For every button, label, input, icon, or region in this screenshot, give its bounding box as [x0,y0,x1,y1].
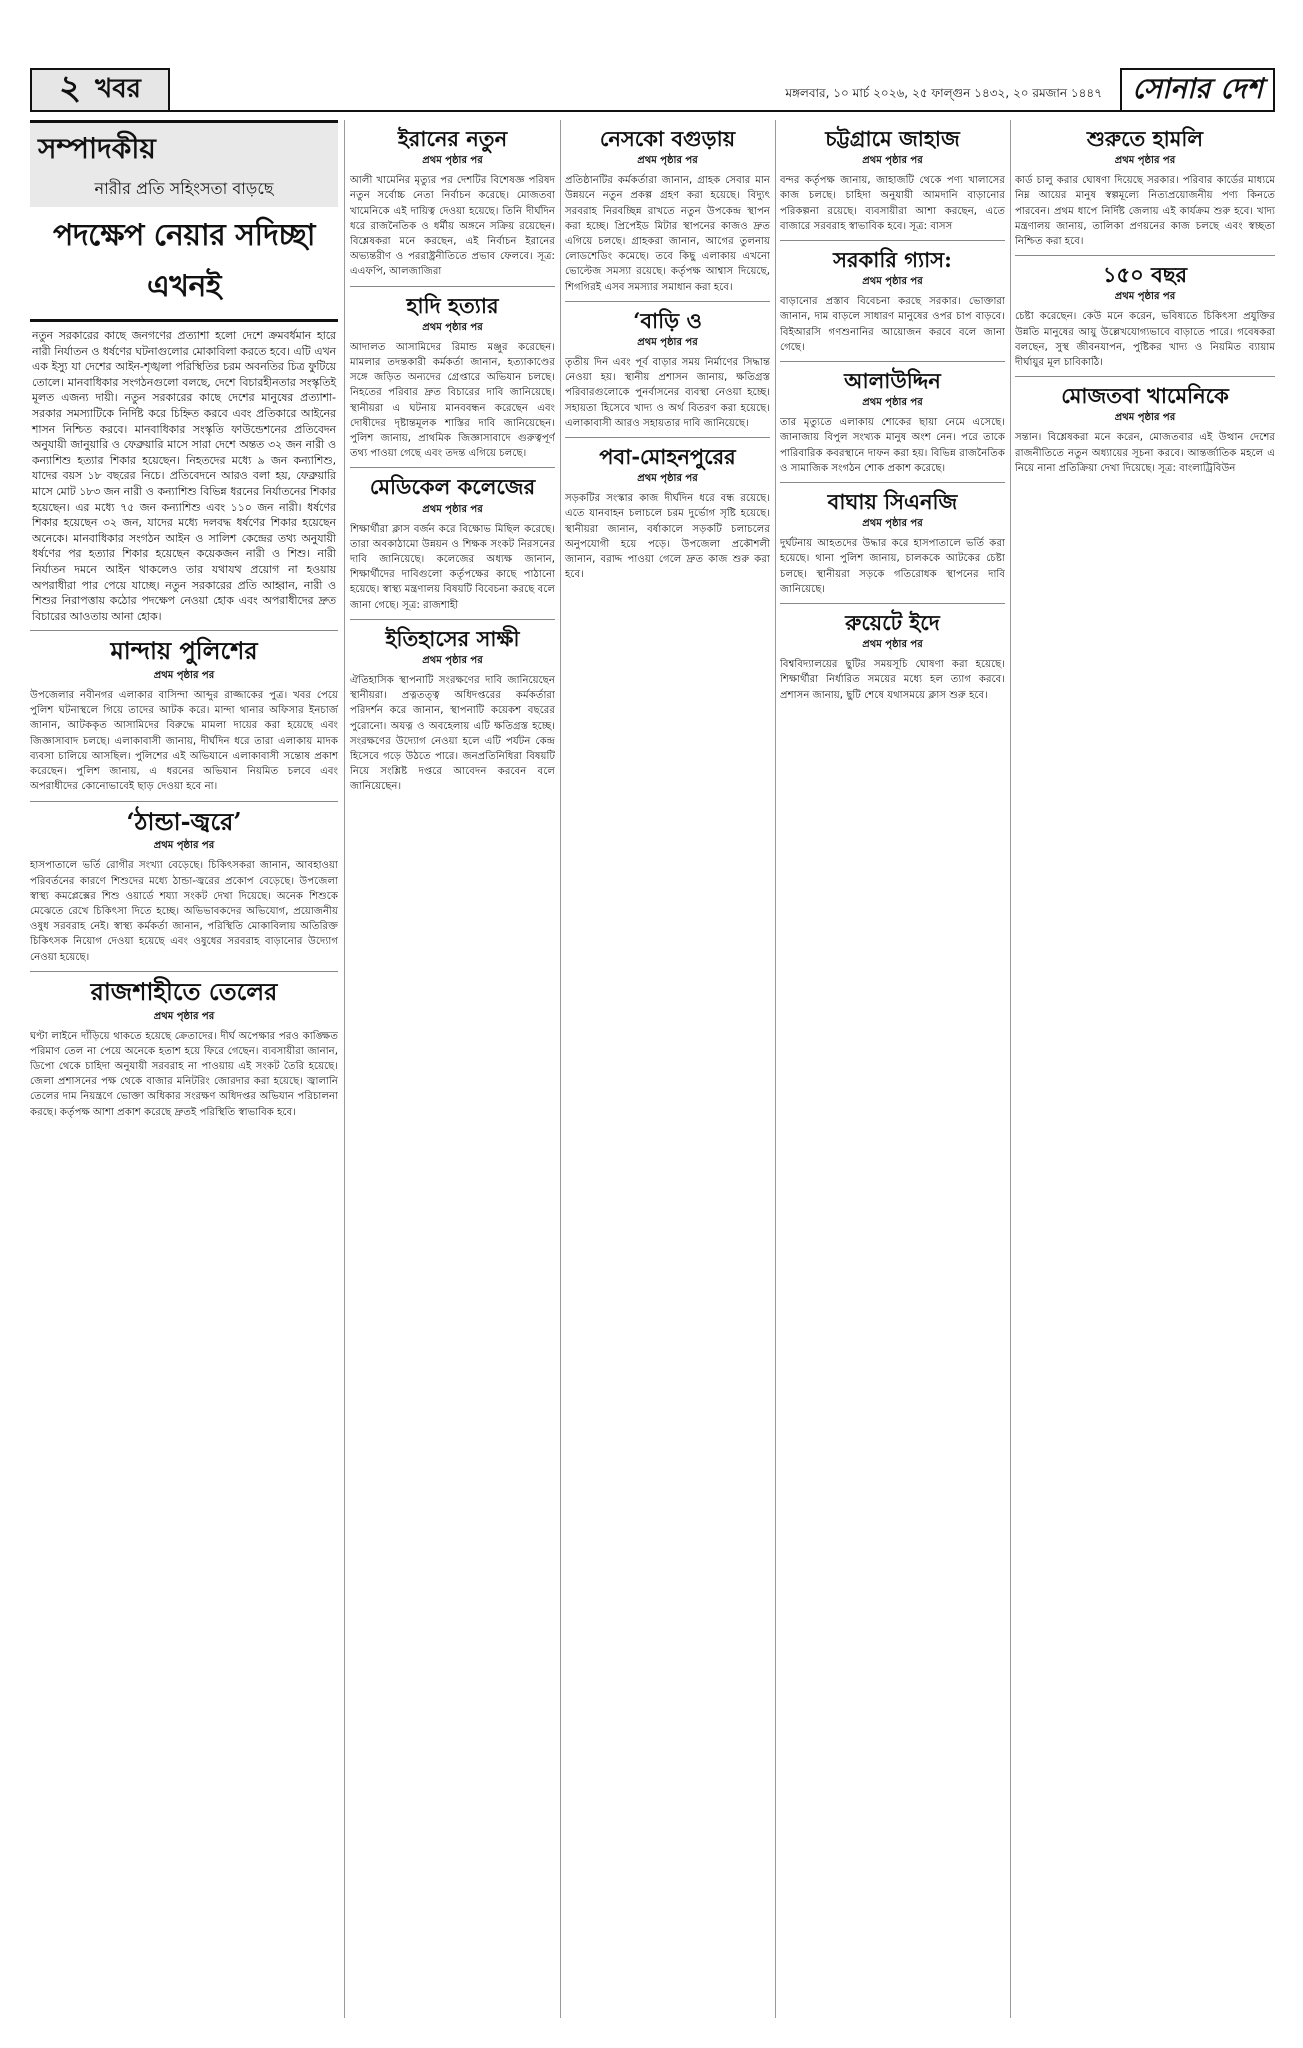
column-divider [344,120,345,2018]
story-kicker: প্রথম পৃষ্ঠার পর [862,639,923,651]
section-rule [30,971,338,972]
news-story [780,610,1005,703]
column-4 [780,120,1005,2018]
story-headline: ১৫০ বছর [1102,262,1188,288]
column-3 [565,120,770,2018]
page-masthead [30,68,1275,112]
news-story [30,808,338,965]
story-headline: মোজতবা খামেনিকে [1061,383,1229,409]
story-headline: সরকারি গ্যাস: [833,247,952,272]
column-divider [560,120,561,2018]
section-rule [565,437,770,438]
section-rule [780,482,1005,483]
story-headline: মান্দায় পুলিশের [110,636,258,666]
story-kicker: প্রথম পৃষ্ঠার পর [862,518,923,530]
story-body: কার্ড চালু করার ঘোষণা দিয়েছে সরকার। পরিবার কার্ডের মাধ্যমে নিম্ন আয়ের মানুষ স্বল্পমূল্যে নিত্যপ্রয়োজনীয় পণ্য কিনতে পারবেন। প্রথম ধাপে নির্দিষ্ট জেলায় এই কার্যক্রম শুরু হবে। খাদ্য মন্ত্রণালয় জানায়, তালিকা প্রণয়নের কাজ চলছে এবং স্বচ্ছতা নিশ্চিত করা হবে। [1015,175,1275,247]
news-story [1015,262,1275,370]
news-story [350,474,555,612]
story-body: হাসপাতালে ভর্তি রোগীর সংখ্যা বেড়েছে। চিকিৎসকরা জানান, আবহাওয়া পরিবর্তনের কারণে শিশুদের মধ্যে ঠান্ডা-জ্বরের প্রকোপ বেড়েছে। উপজেলা স্বাস্থ্য কমপ্লেক্সের শিশু ওয়ার্ডে শয্যা সংকট দেখা দিয়েছে। অনেক শিশুকে মেঝেতে রেখে চিকিৎসা দিতে হচ্ছে। অভিভাবকদের অভিযোগ, প্রয়োজনীয় ওষুধ সরবরাহ নেই। স্বাস্থ্য কর্মকর্তা জানান, পরিস্থিতি মোকাবিলায় অতিরিক্ত চিকিৎসক নিয়োগ দেওয়া হয়েছে এবং ওষুধের সরবরাহ বাড়ানোর উদ্যোগ নেওয়া হয়েছে। [30,860,338,963]
story-kicker: প্রথম পৃষ্ঠার পর [862,276,923,288]
section-rule [1015,255,1275,256]
story-kicker: প্রথম পৃষ্ঠার পর [1114,412,1176,424]
story-headline: পবা-মোহনপুরের [599,444,736,470]
story-headline: হাদি হত্যার [406,292,499,318]
news-story [780,368,1005,476]
news-story [780,489,1005,597]
story-body: বিশ্ববিদ্যালয়ের ছুটির সময়সূচি ঘোষণা করা হয়েছে। শিক্ষার্থীরা নির্ধারিত সময়ের মধ্যে হল ত্যাগ করবে। প্রশাসন জানায়, ছুটি শেষে যথাসময়ে ক্লাস শুরু হবে। [780,659,1005,701]
news-story [780,247,1005,355]
section-rule [350,286,555,287]
story-headline: ইতিহাসের সাক্ষী [385,625,520,651]
page-number-box [30,68,170,112]
story-kicker: প্রথম পৃষ্ঠার পর [153,1010,215,1022]
story-body: সড়কটির সংস্কার কাজ দীর্ঘদিন ধরে বন্ধ রয়েছে। এতে যানবাহন চলাচলে চরম দুর্ভোগ সৃষ্টি হয়েছে। স্থানীয়রা জানান, বর্ষাকালে সড়কটি চলাচলের অনুপযোগী হয়ে পড়ে। উপজেলা প্রকৌশলী জানান, বরাদ্দ পাওয়া গেলে দ্রুত কাজ শুরু করা হবে। [565,493,770,581]
story-kicker: প্রথম পৃষ্ঠার পর [422,655,483,667]
story-kicker: প্রথম পৃষ্ঠার পর [637,337,698,348]
editorial-body: নতুন সরকারের কাছে জনগণের প্রত্যাশা হলো দেশে ক্রমবর্ধমান হারে নারী নির্যাতন ও ধর্ষণের ঘটনাগুলোর মোকাবিলা করতে হবে। এটি এখন এক ইস্যু যা দেশের আইন-শৃঙ্খলা পরিস্থিতির চরম অবনতির চিত্র ফুটিয়ে তোলে। মানবাধিকার সংগঠনগুলো বলছে, দেশে বিচারহীনতার সংস্কৃতিই মূলত এজন্য দায়ী। নতুন সরকারের কাছে দেশের মানুষের প্রত্যাশা- সরকার সমস্যাটিকে নির্দিষ্ট করে চিহ্নিত করবে এবং প্রতিকারে আইনের শাসন নিশ্চিত করবে। মানবাধিকার সংস্কৃতি ফাউন্ডেশনের প্রতিবেদন অনুযায়ী জানুয়ারি ও ফেব্রুয়ারি মাসে সারা দেশে অন্তত ৩২ জন নারী ও কন্যাশিশু হত্যার শিকার হয়েছেন। নিহতদের মধ্যে ৯ জন কন্যাশিশু, যাদের বয়স ১৮ বছরের নিচে। প্রতিবেদনে আরও বলা হয়, ফেব্রুয়ারি মাসে মোট ১৮৩ জন নারী ও কন্যাশিশু বিভিন্ন ধরনের নির্যাতনের শিকার হয়েছেন। এর মধ্যে ৭৫ জন কন্যাশিশু এবং ১১০ জন নারী। ধর্ষণের শিকার হয়েছেন ৩২ জন, যাদের মধ্যে দলবদ্ধ ধর্ষণের শিকার হয়েছেন অনেকে। মানবাধিকার সংগঠন আইন ও সালিশ কেন্দ্রের তথ্য অনুযায়ী ধর্ষণের পর হত্যার শিকার হয়েছেন কয়েকজন নারী ও শিশু। নারী নির্যাতন দমনে আইন থাকলেও তার যথাযথ প্রয়োগ না হওয়ায় অপরাধীরা পার পেয়ে যাচ্ছে। নতুন সরকারের প্রতি আহ্বান, নারী ও শিশুর নিরাপত্তায় কঠোর পদক্ষেপ নেওয়া হোক এবং অপরাধীদের দ্রুত বিচারের আওতায় আনা হোক। [32,329,336,623]
section-rule [350,619,555,620]
column-divider [775,120,776,2018]
story-body: আদালত আসামিদের রিমান্ড মঞ্জুর করেছেন। মামলার তদন্তকারী কর্মকর্তা জানান, হত্যাকাণ্ডের সঙ্গে জড়িত অন্যদের গ্রেপ্তারে অভিযান চলছে। নিহতের পরিবার দ্রুত বিচারের দাবি জানিয়েছে। স্থানীয়রা এ ঘটনায় মানববন্ধন করেছেন এবং দোষীদের দৃষ্টান্তমূলক শাস্তির দাবি জানিয়েছেন। পুলিশ জানায়, প্রাথমিক জিজ্ঞাসাবাদে গুরুত্বপূর্ণ তথ্য পাওয়া গেছে এবং তদন্ত এগিয়ে চলছে। [350,341,555,460]
news-story [350,293,555,462]
story-kicker: প্রথম পৃষ্ঠার পর [422,321,483,333]
news-story [565,308,770,431]
story-headline: রুয়েটে ইদে [845,610,940,635]
story-headline: শুরুতে হামলি [1086,126,1204,151]
editorial-subtitle: নারীর প্রতি সহিংসতা বাড়ছে [94,179,274,198]
story-kicker: প্রথম পৃষ্ঠার পর [153,840,215,852]
news-story [30,978,338,1120]
story-body: তৃতীয় দিন এবং পূর্ব বাড়ার সময় নির্মাণের সিদ্ধান্ত নেওয়া হয়। স্থানীয় প্রশাসন জানায়, ক্ষতিগ্রস্ত পরিবারগুলোকে পুনর্বাসনের ব্যবস্থা নেওয়া হচ্ছে। সহায়তা হিসেবে খাদ্য ও অর্থ বিতরণ করা হয়েছে। এলাকাবাসী আরও সহায়তার দাবি জানিয়েছে। [565,357,770,429]
story-kicker: প্রথম পৃষ্ঠার পর [862,155,923,167]
section-rule [780,603,1005,604]
story-kicker: প্রথম পৃষ্ঠার পর [637,155,698,167]
paper-logo: সোনার দেশ [1120,68,1275,112]
story-kicker: প্রথম পৃষ্ঠার পর [1114,291,1176,303]
story-headline: নেসকো বগুড়ায় [599,126,736,151]
story-headline: ‘বাড়ি ও [633,307,702,333]
column-5 [1015,120,1275,2018]
issue-date: মঙ্গলবার, ১০ মার্চ ২০২৬, ২৫ ফাল্গুন ১৪৩২, ২০ রমজান ১৪৪৭ [170,68,1120,112]
story-headline: ‘ঠান্ডা-জ্বরে’ [126,806,242,836]
story-body: বন্দর কর্তৃপক্ষ জানায়, জাহাজটি থেকে পণ্য খালাসের কাজ চলছে। চাহিদা অনুযায়ী আমদানি বাড়ানোর পরিকল্পনা রয়েছে। ব্যবসায়ীরা আশা করছেন, এতে বাজারে সরবরাহ স্বাভাবিক হবে। সূত্র: বাসস [780,175,1005,232]
section-rule [780,240,1005,241]
story-kicker: প্রথম পৃষ্ঠার পর [1114,155,1176,167]
story-body: দুর্ঘটনায় আহতদের উদ্ধার করে হাসপাতালে ভর্তি করা হয়েছে। থানা পুলিশ জানায়, চালককে আটকের চেষ্টা চলছে। স্থানীয়রা সড়কে গতিরোধক স্থাপনের দাবি জানিয়েছে। [780,538,1005,595]
story-body: আলী খামেনির মৃত্যুর পর দেশটির বিশেষজ্ঞ পরিষদ নতুন সর্বোচ্চ নেতা নির্বাচন করেছে। মোজতবা খামেনিকে এই দায়িত্ব দেওয়া হয়েছে। তিনি দীর্ঘদিন ধরে রাজনৈতিক ও ধর্মীয় অঙ্গনে সক্রিয় রয়েছেন। বিশ্লেষকরা মনে করছেন, এই নির্বাচন ইরানের অভ্যন্তরীণ ও পররাষ্ট্রনীতিতে প্রভাব ফেলবে। সূত্র: এএফপি, আলজাজিরা [350,175,555,278]
news-story [565,444,770,582]
story-body: চেষ্টা করেছেন। কেউ মনে করেন, ভবিষ্যতে চিকিৎসা প্রযুক্তির উন্নতি মানুষের আয়ু উল্লেখযোগ্যভাবে বাড়াতে পারে। গবেষকরা বলছেন, সুস্থ জীবনযাপন, পুষ্টিকর খাদ্য ও নিয়মিত ব্যায়াম দীর্ঘায়ুর মূল চাবিকাঠি। [1015,311,1275,368]
story-body: ঘণ্টা লাইনে দাঁড়িয়ে থাকতে হয়েছে ক্রেতাদের। দীর্ঘ অপেক্ষার পরও কাঙ্ক্ষিত পরিমাণ তেল না পেয়ে অনেকে হতাশ হয়ে ফিরে গেছেন। ব্যবসায়ীরা জানান, ডিপো থেকে চাহিদা অনুযায়ী সরবরাহ না পাওয়ায় এই সংকট তৈরি হয়েছে। জেলা প্রশাসনের পক্ষ থেকে বাজার মনিটরিং জোরদার করা হয়েছে। জ্বালানি তেলের দাম নিয়ন্ত্রণে ভোক্তা অধিকার সংরক্ষণ অধিদপ্তর অভিযান পরিচালনা করছে। কর্তৃপক্ষ আশা প্রকাশ করেছে দ্রুতই পরিস্থিতি স্বাভাবিক হবে। [30,1030,338,1118]
story-body: শিক্ষার্থীরা ক্লাস বর্জন করে বিক্ষোভ মিছিল করেছে। তারা অবকাঠামো উন্নয়ন ও শিক্ষক সংকট নিরসনের দাবি জানিয়েছে। কলেজের অধ্যক্ষ জানান, শিক্ষার্থীদের দাবিগুলো কর্তৃপক্ষের কাছে পাঠানো হয়েছে। স্বাস্থ্য মন্ত্রণালয় বিষয়টি বিবেচনা করছে বলে জানা গেছে। সূত্র: রাজশাহী [350,523,555,611]
story-body: বাড়ানোর প্রস্তাব বিবেচনা করছে সরকার। ভোক্তারা জানান, দাম বাড়লে সাধারণ মানুষের ওপর চাপ বাড়বে। বিইআরসি গণশুনানির আয়োজন করবে বলে জানা গেছে। [780,296,1005,353]
news-story [1015,126,1275,249]
section-rule [565,301,770,302]
column-divider [1010,120,1011,2018]
story-kicker: প্রথম পৃষ্ঠার পর [862,397,923,409]
story-body: ঐতিহাসিক স্থাপনাটি সংরক্ষণের দাবি জানিয়েছেন স্থানীয়রা। প্রত্নতত্ত্ব অধিদপ্তরের কর্মকর্তারা পরিদর্শন করে জানান, স্থাপনাটি কয়েকশ বছরের পুরোনো। অযত্ন ও অবহেলায় এটি ক্ষতিগ্রস্ত হচ্ছে। সংরক্ষণের উদ্যোগ নেওয়া হলে এটি পর্যটন কেন্দ্র হিসেবে গড়ে উঠতে পারে। জনপ্রতিনিধিরা বিষয়টি নিয়ে সংশ্লিষ্ট দপ্তরে আবেদন করবেন বলে জানিয়েছেন। [350,675,555,793]
story-body: প্রতিষ্ঠানটির কর্মকর্তারা জানান, গ্রাহক সেবার মান উন্নয়নে নতুন প্রকল্প গ্রহণ করা হয়েছে। বিদ্যুৎ সরবরাহ নিরবচ্ছিন্ন রাখতে নতুন উপকেন্দ্র স্থাপন করা হচ্ছে। প্রিপেইড মিটার স্থাপনের কাজও দ্রুত এগিয়ে চলছে। গ্রাহকরা জানান, আগের তুলনায় লোডশেডিং কমেছে। তবে কিছু এলাকায় এখনো ভোল্টেজ সমস্যা রয়েছে। কর্তৃপক্ষ আশ্বাস দিয়েছে, শিগগিরই এসব সমস্যার সমাধান করা হবে। [565,175,770,293]
section-rule [30,801,338,802]
story-kicker: প্রথম পৃষ্ঠার পর [153,670,215,682]
news-story [350,626,555,795]
story-headline: মেডিকেল কলেজের [369,474,536,500]
section-rule [350,467,555,468]
story-headline: ইরানের নতুন [397,126,508,151]
news-story [350,126,555,280]
news-story [30,637,338,794]
news-story [565,126,770,295]
story-headline: রাজশাহীতে তেলের [90,976,278,1006]
story-body: তার মৃত্যুতে এলাকায় শোকের ছায়া নেমে এসেছে। জানাজায় বিপুল সংখ্যক মানুষ অংশ নেন। পরে তাকে পারিবারিক কবরস্থানে দাফন করা হয়। বিভিন্ন রাজনৈতিক ও সামাজিক সংগঠন শোক প্রকাশ করেছে। [780,417,1005,474]
column-1 [30,120,338,2018]
news-story [1015,383,1275,476]
news-story [780,126,1005,234]
story-kicker: প্রথম পৃষ্ঠার পর [422,155,483,167]
story-body: উপজেলার নবীনগর এলাকার বাসিন্দা আব্দুর রাজ্জাকের পুত্র। খবর পেয়ে পুলিশ ঘটনাস্থলে গিয়ে তাদের আটক করে। মান্দা থানার অফিসার ইনচার্জ জানান, আটককৃত আসামিদের বিরুদ্ধে মামলা দায়ের করা হয়েছে এবং জিজ্ঞাসাবাদ চলছে। এলাকাবাসী জানায়, দীর্ঘদিন ধরে তারা এলাকায় মাদক ব্যবসা চালিয়ে আসছিল। পুলিশের এই অভিযানে এলাকাবাসী সন্তোষ প্রকাশ করেছেন। পুলিশ জানায়, এ ধরনের অভিযান নিয়মিত চলবে এবং অপরাধীদের কোনোভাবেই ছাড় দেওয়া হবে না। [30,690,338,793]
section-rule [30,630,338,631]
story-kicker: প্রথম পৃষ্ঠার পর [422,503,483,515]
section-name: খবর [95,74,141,104]
editorial-label: সম্পাদকীয় [38,132,156,165]
column-2 [350,120,555,2018]
page-number: ২ [59,67,82,108]
editorial-header [30,120,338,207]
story-body: সন্তান। বিশ্লেষকরা মনে করেন, মোজতবার এই উত্থান দেশের রাজনীতিতে নতুন অধ্যায়ের সূচনা করবে। আন্তর্জাতিক মহলে এ নিয়ে নানা প্রতিক্রিয়া দেখা দিয়েছে। সূত্র: বাংলাট্রিবিউন [1015,432,1275,474]
story-headline: আলাউদ্দিন [844,368,941,393]
section-rule [1015,376,1275,377]
story-headline: চট্টগ্রামে জাহাজ [825,126,960,151]
editorial-headline: পদক্ষেপ নেয়ার সদিচ্ছা এখনই [30,207,338,322]
section-rule [780,361,1005,362]
story-headline: বাঘায় সিএনজি [827,489,958,514]
story-kicker: প্রথম পৃষ্ঠার পর [637,473,698,485]
